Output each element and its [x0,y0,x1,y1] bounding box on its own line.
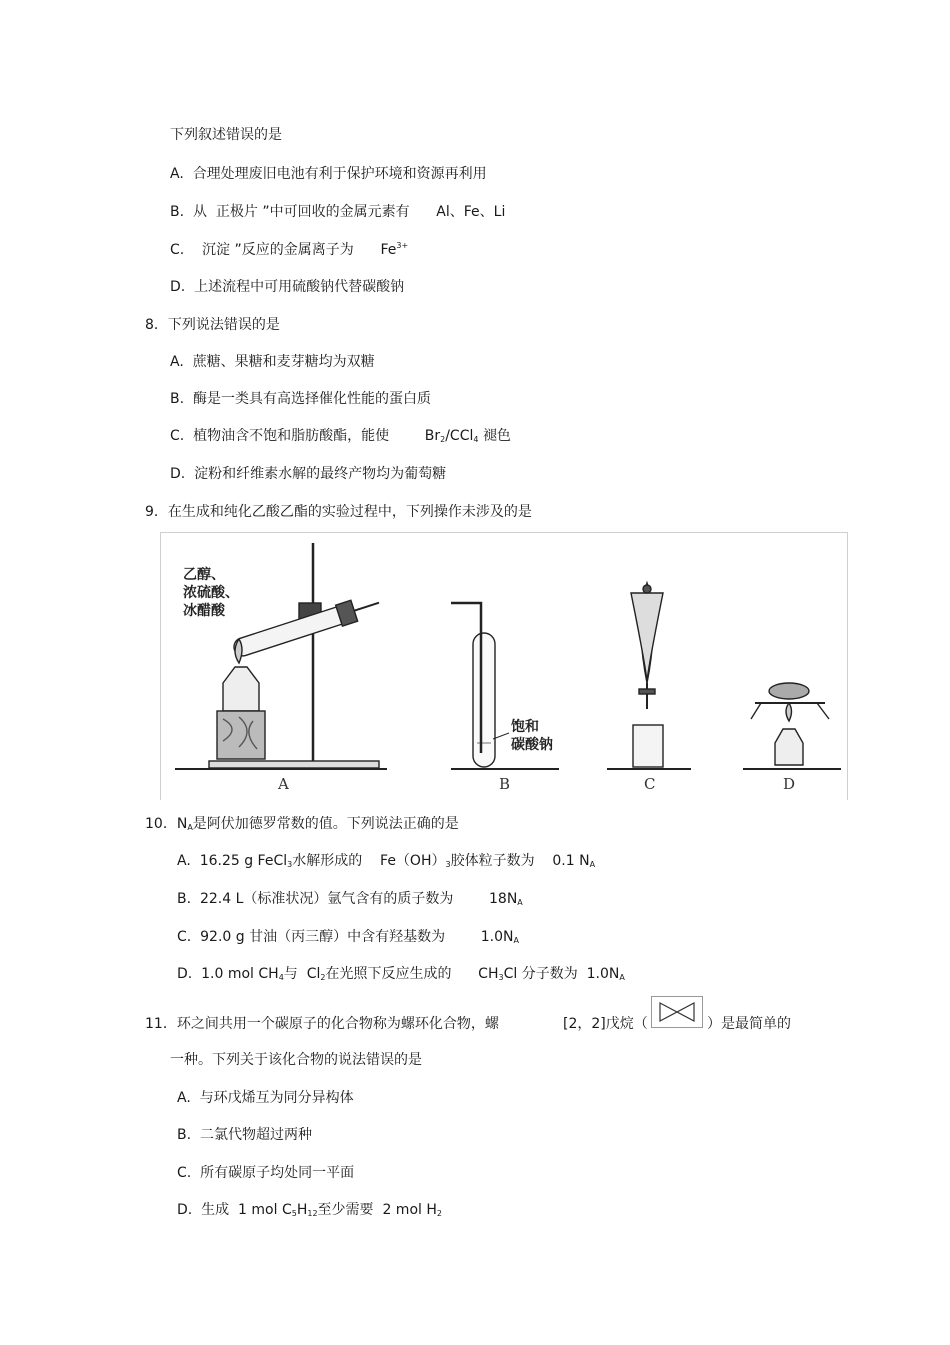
option-text: 褪色 [482,428,511,444]
option-letter: B. [170,204,185,220]
subscript: 4 [473,435,479,444]
q7-option-d [170,278,404,296]
option-text: 在光照下反应生成的 [325,966,452,982]
q11-option-b [177,1126,312,1144]
q11-option-d [177,1201,442,1219]
q7-option-b [170,203,505,221]
subscript: 2 [320,973,326,982]
option-text: 1.0N [586,966,620,982]
q11-stem-compound: [2，2]戊烷（ [563,1016,648,1032]
option-text: 胶体粒子数为 [450,853,535,869]
option-text: 16.25 g FeCl [199,853,288,869]
option-text: Fe（OH） [380,853,446,869]
q10-option-d [177,965,625,983]
question-text: 是阿伏加德罗常数的值。下列说法正确的是 [192,816,459,832]
test-tube-b [473,633,495,767]
option-text: 二氯代物超过两种 [199,1127,312,1143]
option-letter: D. [170,279,186,295]
q9-apparatus-figure [160,532,848,800]
q7-option-c [170,241,408,259]
alcohol-lamp [775,729,803,765]
option-text: 0.1 N [552,853,590,869]
option-text: CH [478,966,499,982]
question-text: 11．环之间共用一个碳原子的化合物称为螺环化合物，螺 [145,1016,499,1032]
option-text: 植物油含不饱和脂肪酸酯，能使 [193,428,390,444]
subscript: 3 [498,973,504,982]
question-intro: 下列叙述错误的是 [170,127,282,143]
option-text: 与 Cl [283,966,321,982]
option-text: 1.0 mol CH [201,966,279,982]
option-text: 1 mol C [238,1202,292,1218]
subscript: 5 [291,1209,297,1218]
option-letter: B. [177,1127,192,1143]
option-text: 淀粉和纤维素水解的最终产物均为葡萄糖 [194,466,447,482]
beaker [633,725,663,767]
option-text: 蔗糖、果糖和麦芽糖均为双糖 [192,354,375,370]
q11-stem-line2: 一种。下列关于该化合物的说法错误的是 [170,1052,422,1068]
caption-c: C [644,775,656,793]
evaporating-dish [769,683,809,699]
option-letter: C. [170,428,185,444]
q11-stem-line1 [145,1015,499,1033]
ion: Fe [380,242,397,258]
option-text: 生成 [201,1202,230,1218]
option-text: 从 [192,204,216,220]
subscript: 3 [287,860,293,869]
reagent: Br [424,428,441,444]
subscript: A [589,860,596,869]
option-letter: A. [170,354,184,370]
subscript: A [517,898,523,907]
element-list: Al、Fe、Li [436,204,506,220]
caption-b: B [499,775,511,793]
option-text: 合理处理废旧电池有利于保护环境和资源再利用 [192,166,487,182]
spiropentane-icon [652,997,702,1027]
q10-option-c [177,928,519,946]
option-letter: A. [177,1090,191,1106]
option-text: 上述流程中可用硫酸钠代替碳酸钠 [194,279,405,295]
spiropentane-structure [651,996,703,1028]
option-text: 至少需要 [317,1202,374,1218]
option-text: 所有碳原子均处同一平面 [200,1165,355,1181]
option-text: 22.4 L（标准状况）氩气含有的质子数为 [199,891,454,907]
subscript: 2 [440,435,446,444]
q9-stem: 9．在生成和纯化乙酸乙酯的实验过程中，下列操作未涉及的是 [145,504,532,520]
subscript: A [513,936,519,945]
q11-option-a [177,1089,354,1107]
caption-a: A [278,775,289,793]
option-letter: B. [170,391,185,407]
option-letter: A. [177,853,191,869]
reagent-label-2: 浓硫酸、 [183,585,239,601]
option-letter: D. [177,1202,193,1218]
caption-d: D [783,775,796,793]
ion-charge: 3+ [396,241,409,250]
alcohol-lamp [223,667,259,711]
reagent: /CCl [445,428,474,444]
option-text: 1.0N [480,929,514,945]
q10-option-b [177,890,523,908]
q11-option-c [177,1164,354,1182]
option-letter: D. [170,466,186,482]
subscript: 4 [278,973,284,982]
reagent-label-3: 冰醋酸 [183,603,225,619]
subscript: A [187,823,193,832]
option-letter: A. [170,166,184,182]
option-letter: B. [177,891,192,907]
option-text: 水解形成的 [292,853,363,869]
reagent-label-1: 乙醇、 [183,567,225,583]
subscript: 2 [436,1209,442,1218]
subscript: 12 [307,1209,318,1218]
constant-symbol: N [176,816,188,832]
apparatus-drawing [161,533,849,801]
subscript: 3 [445,860,451,869]
q8-option-d [170,465,446,483]
q8-option-c [170,427,511,445]
q8-option-a [170,353,375,371]
na2co3-label-2: 碳酸钠 [511,737,553,753]
option-text: 92.0 g 甘油（丙三醇）中含有羟基数为 [200,929,446,945]
subscript: A [619,973,625,982]
option-letter: C. [177,1165,192,1181]
option-text: 酶是一类具有高选择催化性能的蛋白质 [192,391,431,407]
q10-option-a [177,852,595,870]
option-letter: C. [177,929,192,945]
option-text: Cl 分子数为 [503,966,578,982]
option-letter: D. [177,966,193,982]
option-text: 沉淀 ”反应的金属离子为 [202,242,354,258]
option-text: 2 mol H [382,1202,437,1218]
flame [786,703,792,721]
q8-stem: 8．下列说法错误的是 [145,317,280,333]
option-text: 与环戊烯互为同分异构体 [199,1090,354,1106]
q10-stem [145,815,459,833]
na2co3-label-1: 饱和 [511,719,539,735]
option-text: 18N [489,891,518,907]
q7-option-a [170,165,487,183]
option-text: H [296,1202,308,1218]
option-text: 正极片 ”中可回收的金属元素有 [215,204,410,220]
stand-base [209,761,379,768]
question-number: 10． [145,816,177,832]
q11-stem-tail: ）是最简单的 [707,1016,791,1032]
option-letter: C. [170,242,185,258]
q8-option-b [170,390,431,408]
